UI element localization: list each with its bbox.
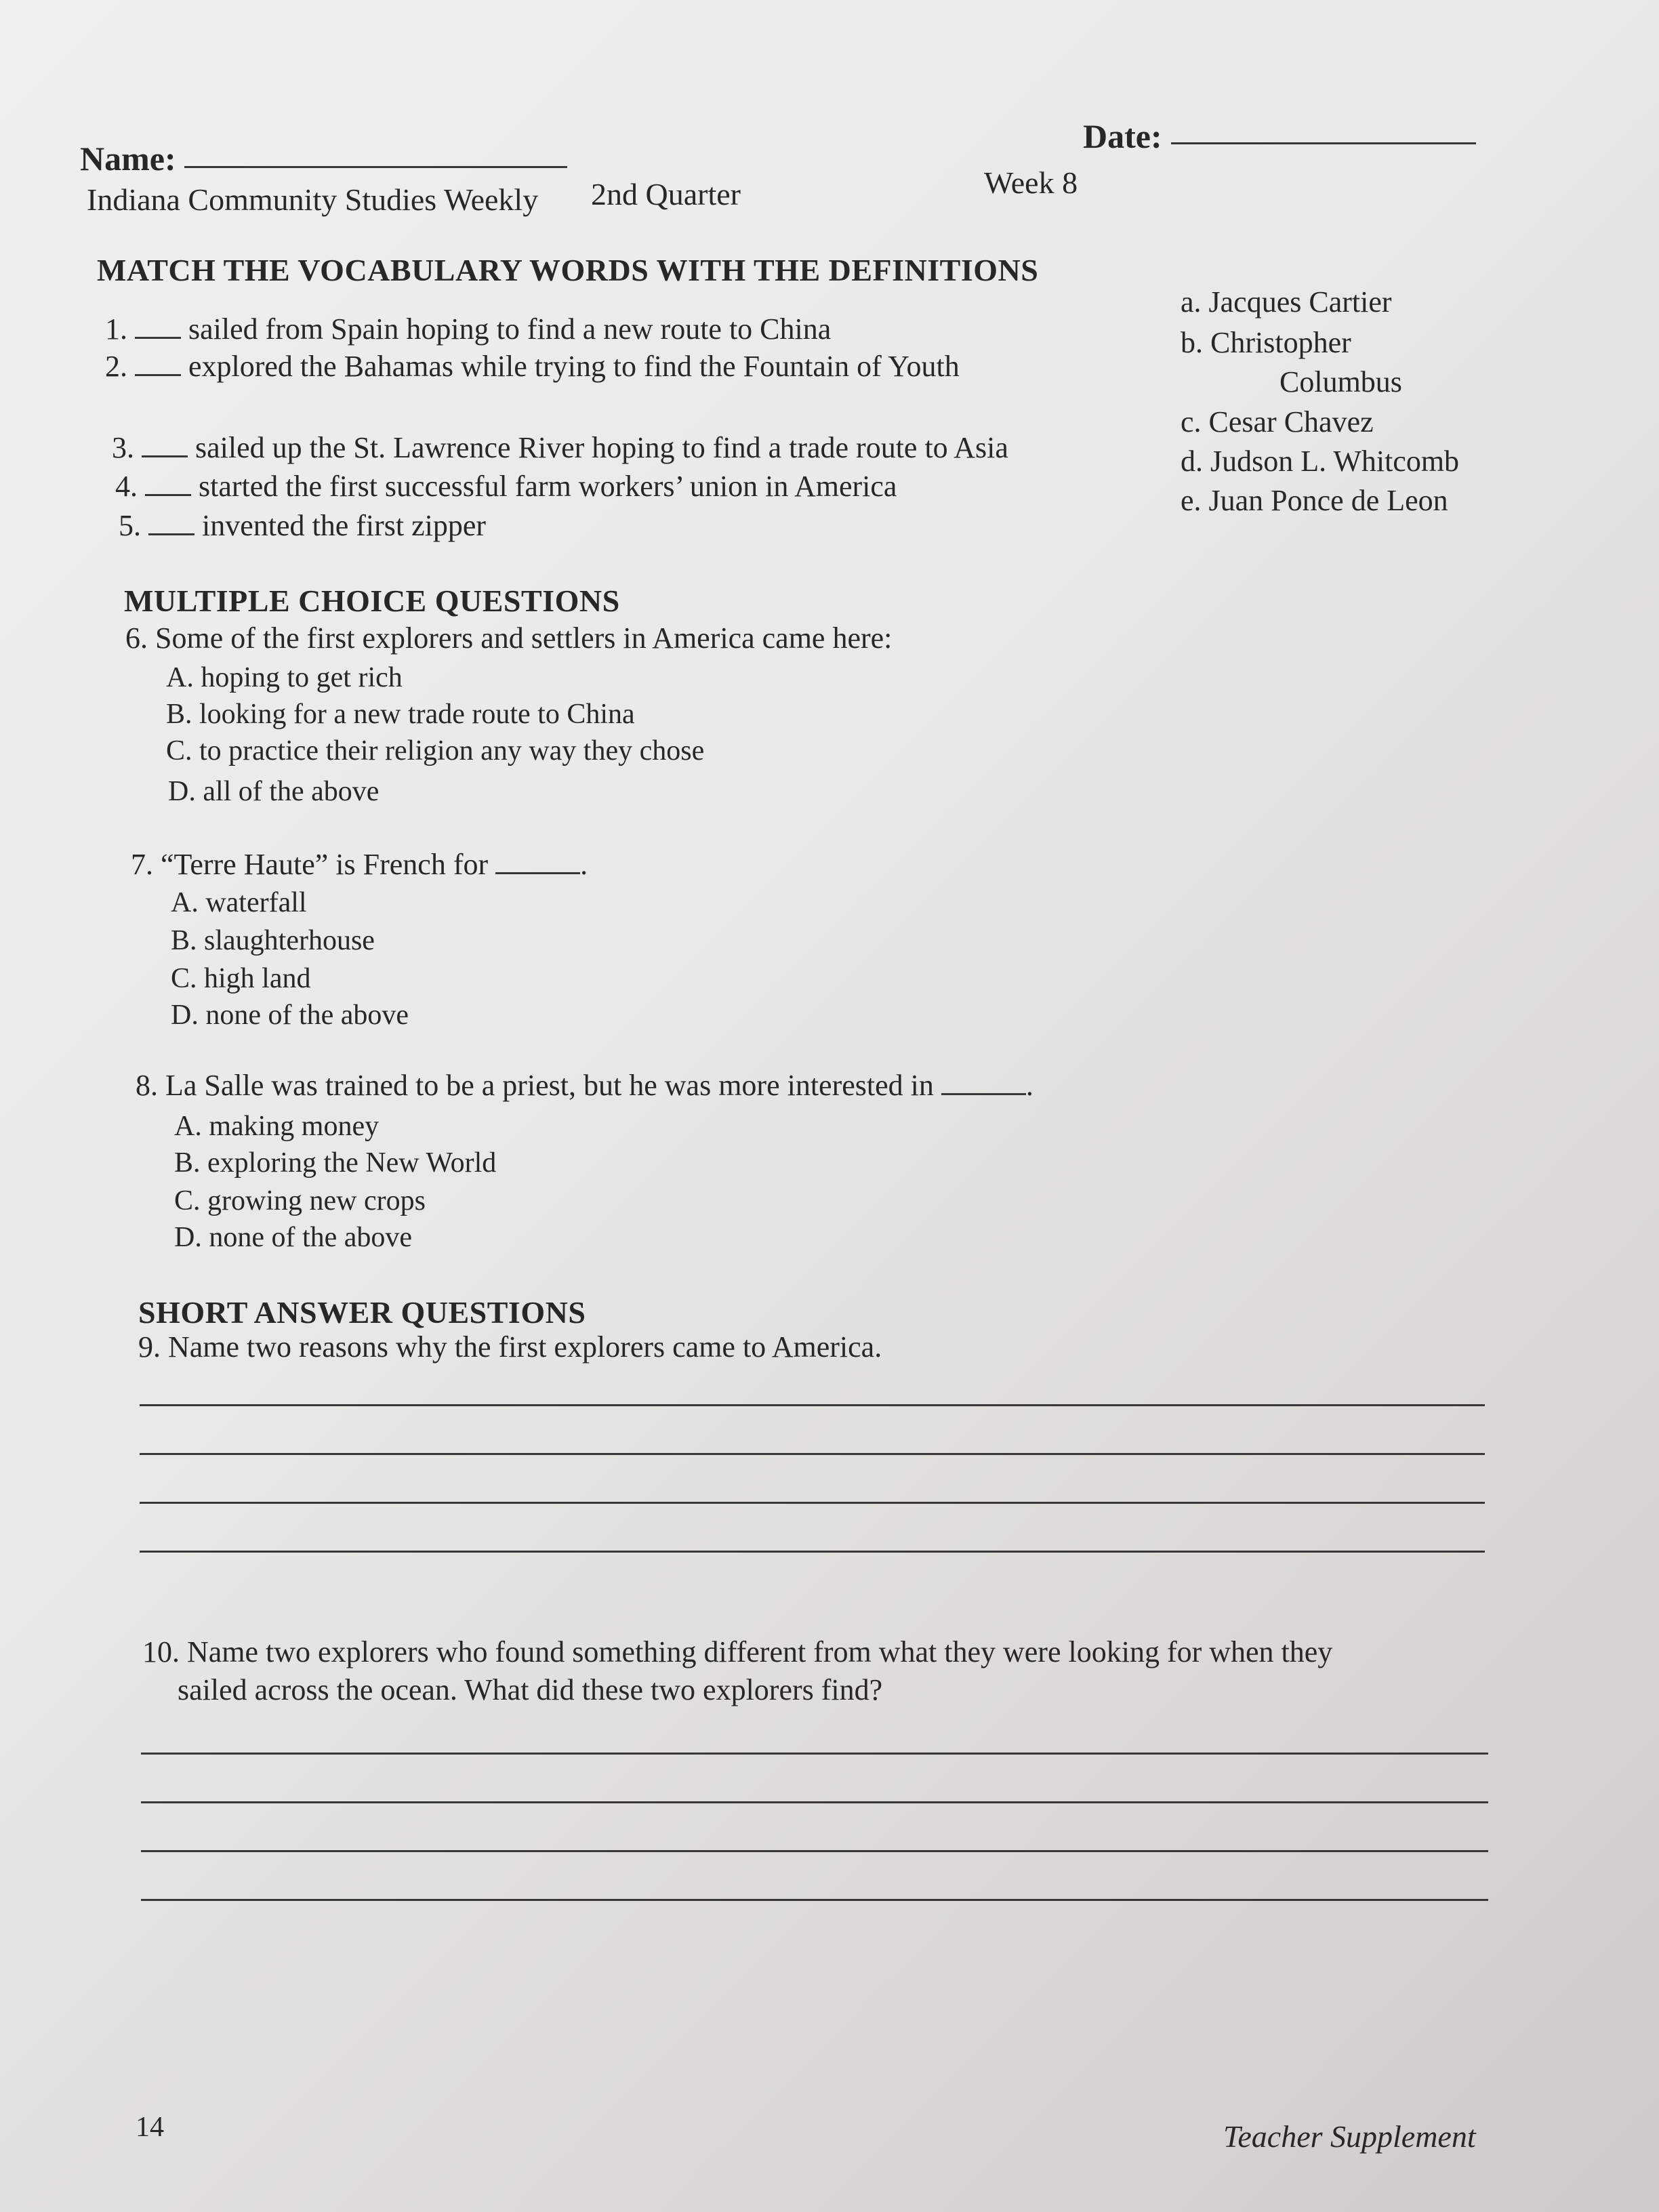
option[interactable]: D. all of the above — [168, 776, 380, 807]
answer-option: e. Juan Ponce de Leon — [1181, 484, 1448, 517]
matching-item — [115, 469, 897, 504]
answer-blank[interactable] — [941, 1093, 1026, 1095]
course-title: Indiana Community Studies Weekly — [87, 182, 539, 217]
item-text: sailed from Spain hoping to find a new route to China — [188, 312, 832, 346]
option[interactable]: D. none of the above — [171, 1000, 409, 1031]
question-6: 6. Some of the first explorers and settlers in America came here: — [125, 621, 893, 655]
answer-line[interactable] — [141, 1850, 1488, 1852]
answer-line[interactable] — [140, 1404, 1485, 1406]
answer-option: b. Christopher — [1181, 326, 1351, 359]
answer-line[interactable] — [141, 1753, 1488, 1755]
name-field[interactable] — [184, 166, 567, 168]
answer-line[interactable] — [141, 1801, 1488, 1803]
date-field[interactable] — [1171, 142, 1476, 144]
question-10: 10. Name two explorers who found something different from what they were looking for when they — [142, 1635, 1333, 1668]
matching-item — [112, 430, 1008, 465]
item-text: sailed up the St. Lawrence River hoping to find a trade route to Asia — [195, 431, 1008, 464]
answer-blank[interactable] — [142, 455, 188, 457]
option[interactable]: C. growing new crops — [174, 1185, 426, 1216]
question-suffix: . — [1025, 1069, 1033, 1102]
matching-heading: MATCH THE VOCABULARY WORDS WITH THE DEFINITIONS — [97, 253, 1039, 287]
option[interactable]: C. high land — [171, 963, 311, 994]
question-10-continued: sailed across the ocean. What did these two explorers find? — [178, 1673, 883, 1706]
item-number: 4. — [115, 470, 138, 503]
item-text: started the first successful farm workers’ union in America — [199, 470, 897, 503]
option[interactable]: D. none of the above — [174, 1222, 413, 1253]
answer-option: d. Judson L. Whitcomb — [1181, 445, 1460, 478]
answer-option: Columbus — [1279, 365, 1402, 398]
answer-line[interactable] — [140, 1502, 1485, 1504]
short-answer-heading: SHORT ANSWER QUESTIONS — [138, 1295, 586, 1330]
footer-label: Teacher Supplement — [1223, 2119, 1476, 2154]
option[interactable]: B. looking for a new trade route to China — [166, 699, 635, 730]
question-text: 8. La Salle was trained to be a priest, but he was more interested in — [136, 1069, 934, 1102]
answer-line[interactable] — [140, 1551, 1485, 1553]
item-number: 2. — [105, 350, 127, 383]
answer-blank[interactable] — [495, 872, 580, 874]
question-text: 7. “Terre Haute” is French for — [131, 848, 489, 881]
answer-option: c. Cesar Chavez — [1181, 405, 1374, 438]
question-8 — [136, 1068, 1033, 1103]
week-label: Week 8 — [984, 165, 1078, 200]
item-text: invented the first zipper — [202, 509, 487, 542]
answer-blank[interactable] — [135, 374, 181, 376]
matching-item — [105, 312, 831, 346]
option[interactable]: A. making money — [174, 1111, 380, 1142]
matching-item — [105, 349, 960, 384]
answer-blank[interactable] — [135, 337, 181, 339]
quarter-label: 2nd Quarter — [591, 177, 741, 211]
page-number: 14 — [136, 2112, 164, 2143]
item-text: explored the Bahamas while trying to find the Fountain of Youth — [188, 350, 960, 383]
answer-blank[interactable] — [148, 533, 194, 535]
answer-line[interactable] — [141, 1899, 1488, 1901]
answer-blank[interactable] — [145, 494, 191, 496]
question-7 — [131, 847, 588, 882]
item-number: 3. — [112, 431, 134, 464]
date-label: Date: — [1083, 117, 1162, 155]
item-number: 5. — [119, 509, 141, 542]
item-number: 1. — [105, 312, 127, 346]
matching-item — [119, 508, 486, 543]
name-label: Name: — [80, 140, 176, 178]
option[interactable]: C. to practice their religion any way they chose — [166, 735, 705, 766]
option[interactable]: A. waterfall — [171, 887, 307, 918]
question-9: 9. Name two reasons why the first explorers came to America. — [138, 1330, 882, 1364]
option[interactable]: B. exploring the New World — [174, 1147, 497, 1179]
option[interactable]: A. hoping to get rich — [166, 662, 403, 693]
question-suffix: . — [580, 848, 588, 881]
multiple-choice-heading: MULTIPLE CHOICE QUESTIONS — [124, 583, 620, 618]
answer-line[interactable] — [140, 1453, 1485, 1455]
answer-option: a. Jacques Cartier — [1181, 285, 1392, 319]
option[interactable]: B. slaughterhouse — [171, 925, 375, 956]
